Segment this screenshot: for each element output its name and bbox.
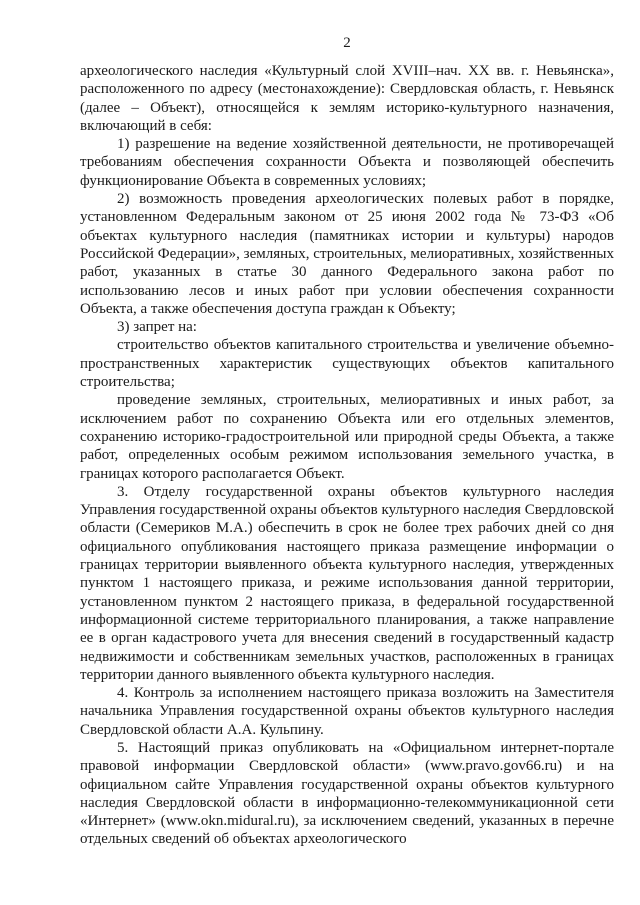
paragraph-clause-3: 3. Отделу государственной охраны объектов культурного наследия Управления государственной охраны объектов культурного наследия Свердловской области (Семериков М.А.) обеспечить в срок не более трех рабочих дней со дня официального опубликования настоящего приказа размещение информации о границах территории выявленного объекта культурного наследия, утвержденных пунктом 1 настоящего приказа, и режиме использования данной территории, установленном пунктом 2 настоящего приказа, в федеральной государственной информационной системе территориального планирования, а также направление ее в орган кадастрового учета для внесения сведений в государственный кадастр недвижимости и собственникам земельных участков, расположенных в границах территории данного выявленного объекта культурного наследия. — [80, 483, 614, 683]
paragraph-object-continuation: археологического наследия «Культурный слой XVIII–нач. XX вв. г. Невьянска», расположенного по адресу (местонахождение): Свердловская область, г. Невьянск (далее – Объект), относящейся к землям историко-культурного назначения, включающий в себя: — [80, 63, 614, 134]
paragraph-item-1: 1) разрешение на ведение хозяйственной деятельности, не противоречащей требованиям обеспечения сохранности Объекта и позволяющей обеспечить функционирование Объекта в современных условиях; — [80, 136, 614, 189]
page-number: 2 — [343, 35, 351, 51]
paragraph-prohibition-construction: строительство объектов капитального строительства и увеличение объемно-пространственных характеристик существующих объектов капитального строительства; — [80, 337, 614, 391]
document-body — [80, 62, 614, 849]
paragraph-clause-4: 4. Контроль за исполнением настоящего приказа возложить на Заместителя начальника Управления государственной охраны объектов культурного наследия Свердловской области А.А. Кульпину. — [80, 685, 614, 738]
paragraph-item-2: 2) возможность проведения археологических полевых работ в порядке, установленном Федеральным законом от 25 июня 2002 года № 73-ФЗ «Об объектах культурного наследия (памятниках истории и культуры) народов Российской Федерации», земляных, строительных, мелиоративных, хозяйственных работ, указанных в статье 30 данного Федерального закона работ по использованию лесов и иных работ при условии обеспечения сохранности Объекта, а также обеспечения доступа граждан к Объекту; — [80, 191, 614, 317]
paragraph-clause-5: 5. Настоящий приказ опубликовать на «Официальном интернет-портале правовой информации Свердловской области» (www.pravo.gov66.ru) и на официальном сайте Управления государственной охраны объектов культурного наследия Свердловской области в информационно-телекоммуникационной сети «Интернет» (www.okn.midural.ru), за исключением сведений, указанных в перечне отдельных сведений об объектах археологического — [80, 739, 614, 848]
paragraph-item-3: 3) запрет на: — [117, 319, 197, 336]
paragraph-prohibition-works: проведение земляных, строительных, мелиоративных и иных работ, за исключением работ по сохранению Объекта или его отдельных элементов, сохранению историко-градостроительной или природной среды Объекта, а также работ, определенных особым режимом использования земельного участка, в границах которого располагается Объект. — [80, 392, 614, 482]
